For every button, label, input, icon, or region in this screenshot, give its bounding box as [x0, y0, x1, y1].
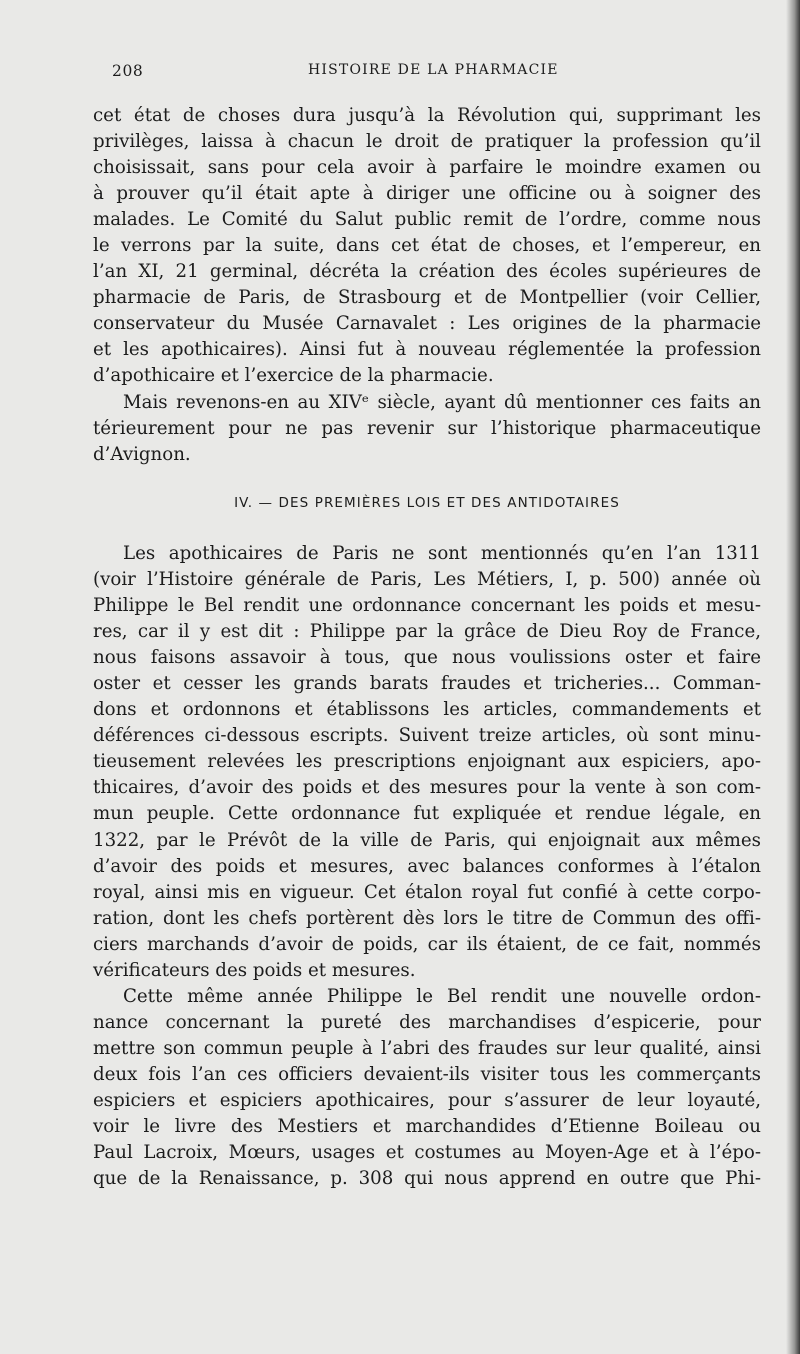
text-line: térieurement pour ne pas revenir sur l’historique pharmaceutique [93, 417, 761, 439]
text-line: nance concernant la pureté des marchandises d’espicerie, pour [93, 1011, 761, 1033]
text-line: dons et ordonnons et établissons les articles, commandements et [93, 699, 761, 721]
paragraph-2 [93, 390, 761, 468]
text-line: (voir l’Histoire générale de Paris, Les Métiers, I, p. 500) année où [93, 569, 761, 591]
body-text-top [93, 103, 761, 468]
text-line: déférences ci-dessous escripts. Suivent treize articles, où sont minu- [93, 725, 761, 747]
text-line: d’apothicaire et l’exercice de la pharmacie. [93, 365, 494, 387]
text-line: Mais revenons-en au XIVᵉ siècle, ayant dû mentionner ces faits an [123, 391, 761, 413]
text-line: privilèges, laissa à chacun le droit de pratiquer la profession qu’il [93, 131, 761, 153]
page-number: 208 [112, 62, 144, 80]
text-line: le verrons par la suite, dans cet état de choses, et l’empereur, en [93, 235, 761, 257]
text-line: Les apothicaires de Paris ne sont mentionnés qu’en l’an 1311 [123, 543, 761, 564]
text-line: d’Avignon. [93, 443, 191, 465]
text-line: Philippe le Bel rendit une ordonnance concernant les poids et mesu- [93, 595, 761, 617]
text-line: malades. Le Comité du Salut public remit de l’ordre, comme nous [93, 209, 761, 231]
text-line: ciers marchands d’avoir de poids, car ils étaient, de ce fait, nommés [93, 933, 761, 955]
running-head [112, 62, 762, 86]
paragraph-1 [93, 103, 761, 390]
text-line: Paul Lacroix, Mœurs, usages et costumes au Moyen-Age et à l’épo- [93, 1142, 761, 1164]
text-line: mun peuple. Cette ordonnance fut expliquée et rendue légale, en [93, 803, 761, 825]
text-line: res, car il y est dit : Philippe par la grâce de Dieu Roy de France, [93, 621, 761, 643]
text-line: nous faisons assavoir à tous, que nous voulissions oster et faire [93, 647, 761, 669]
text-line: tieusement relevées les prescriptions enjoignant aux espiciers, apo- [93, 751, 761, 773]
text-line: deux fois l’an ces officiers devaient-ils visiter tous les commerçants [93, 1063, 761, 1085]
text-line: cet état de choses dura jusqu’à la Révolution qui, supprimant les [93, 105, 761, 126]
text-line: Cette même année Philippe le Bel rendit une nouvelle ordon- [123, 985, 761, 1007]
text-line: et les apothicaires). Ainsi fut à nouveau réglementée la profession [93, 339, 761, 361]
text-line: d’avoir des poids et mesures, avec balances conformes à l’étalon [93, 855, 761, 877]
text-line: à prouver qu’il était apte à diriger une officine ou à soigner des [93, 183, 761, 205]
text-line: thicaires, d’avoir des poids et des mesures pour la vente à son com- [93, 777, 761, 799]
running-title: HISTOIRE DE LA PHARMACIE [308, 62, 559, 78]
page-edge-shadow [786, 0, 800, 1354]
paragraph-4 [93, 984, 761, 1192]
text-line: royal, ainsi mis en vigueur. Cet étalon royal fut confié à cette corpo- [93, 881, 761, 903]
paragraph-3 [93, 541, 761, 984]
text-line: ration, dont les chefs portèrent dès lors le titre de Commun des offi- [93, 907, 761, 929]
text-line: vérificateurs des poids et mesures. [93, 959, 416, 981]
text-line: conservateur du Musée Carnavalet : Les origines de la pharmacie [93, 313, 761, 335]
text-line: oster et cesser les grands barats fraudes et tricheries... Comman- [93, 673, 761, 695]
text-line: mettre son commun peuple à l’abri des fraudes sur leur qualité, ainsi [93, 1037, 761, 1059]
text-line: choisissait, sans pour cela avoir à parfaire le moindre examen ou [93, 157, 761, 179]
section-heading: IV. — DES PREMIÈRES LOIS ET DES ANTIDOTAIRES [234, 495, 620, 511]
body-text-bottom [93, 541, 761, 1192]
text-line: l’an XI, 21 germinal, décréta la création des écoles supérieures de [93, 261, 761, 283]
text-line: voir le livre des Mestiers et marchandides d’Etienne Boileau ou [93, 1116, 761, 1138]
text-line: pharmacie de Paris, de Strasbourg et de Montpellier (voir Cellier, [93, 287, 761, 309]
text-line: que de la Renaissance, p. 308 qui nous apprend en outre que Phi- [93, 1168, 761, 1190]
text-line: 1322, par le Prévôt de la ville de Paris, qui enjoignait aux mêmes [93, 829, 761, 851]
text-line: espiciers et espiciers apothicaires, pour s’assurer de leur loyauté, [93, 1089, 761, 1111]
